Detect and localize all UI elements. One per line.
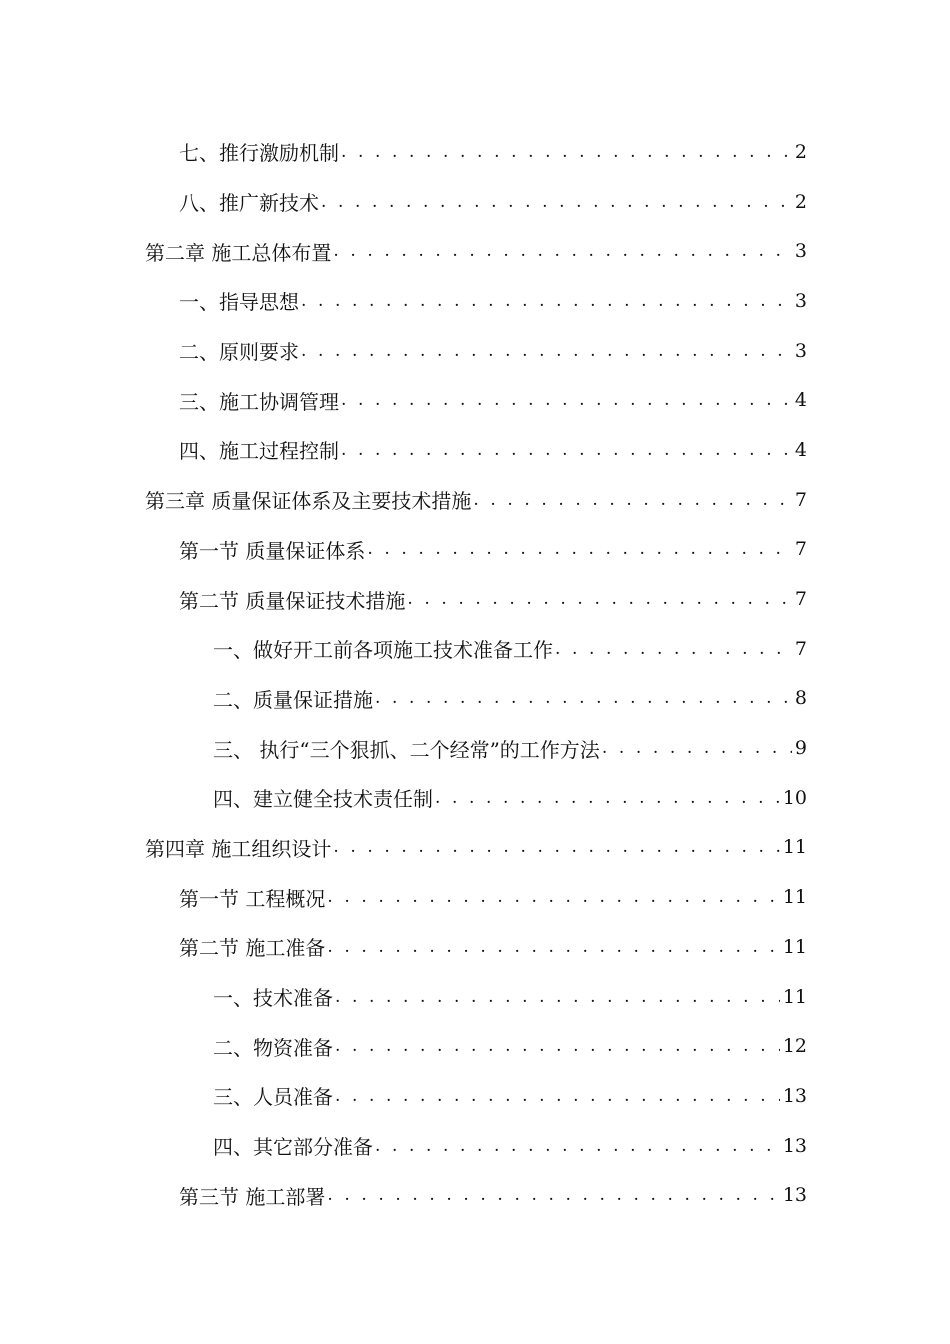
toc-page-number: 3 [794, 339, 807, 362]
toc-page-number: 4 [794, 389, 807, 412]
toc-entry-title: 第二节 质量保证技术措施 [179, 588, 406, 613]
toc-dot-leader [473, 490, 792, 510]
toc-dot-leader [327, 1185, 779, 1205]
toc-entry-title: 三、人员准备 [213, 1085, 333, 1110]
toc-dot-leader [602, 738, 792, 758]
toc-page-number: 9 [794, 737, 807, 760]
toc-dot-leader [435, 788, 780, 808]
toc-entry[interactable] [0, 972, 950, 1022]
toc-page-number: 7 [794, 538, 807, 561]
toc-entry[interactable] [0, 127, 950, 177]
toc-page-number: 13 [782, 1084, 807, 1107]
toc-entry-title: 第二节 施工准备 [179, 936, 326, 961]
toc-entry[interactable] [0, 723, 950, 773]
toc-entry[interactable] [0, 425, 950, 475]
toc-dot-leader [407, 589, 792, 609]
toc-entry[interactable] [0, 922, 950, 972]
toc-entry[interactable] [0, 1071, 950, 1121]
toc-entry-title: 四、建立健全技术责任制 [213, 787, 433, 812]
toc-entry[interactable] [0, 674, 950, 724]
toc-entry[interactable] [0, 375, 950, 425]
toc-dot-leader [341, 142, 792, 162]
toc-entry-title: 第二章 施工总体布置 [145, 240, 332, 265]
toc-dot-leader [333, 837, 779, 857]
toc-entry-title: 二、物资准备 [213, 1035, 333, 1060]
toc-entry-title: 第三章 质量保证体系及主要技术措施 [145, 489, 472, 514]
toc-dot-leader [335, 1036, 780, 1056]
toc-page-number: 4 [794, 438, 807, 461]
toc-page-number: 11 [782, 886, 807, 909]
toc-page-number: 13 [782, 1134, 807, 1157]
toc-page-number: 7 [794, 588, 807, 611]
toc-page-number: 8 [794, 687, 807, 710]
toc-dot-leader [335, 1086, 780, 1106]
toc-dot-leader [301, 341, 792, 361]
toc-page-number: 11 [782, 836, 807, 859]
toc-entry-title: 一、指导思想 [179, 290, 299, 315]
toc-page-number: 11 [782, 985, 807, 1008]
toc-entry-title: 第一节 质量保证体系 [179, 538, 366, 563]
toc-entry-title: 一、做好开工前各项施工技术准备工作 [213, 638, 553, 663]
toc-dot-leader [375, 1136, 780, 1156]
toc-dot-leader [327, 887, 779, 907]
toc-entry[interactable] [0, 1170, 950, 1220]
toc-entry-title: 四、其它部分准备 [213, 1135, 373, 1160]
toc-dot-leader [341, 440, 792, 460]
toc-entry-title: 一、技术准备 [213, 986, 333, 1011]
toc-entry[interactable] [0, 226, 950, 276]
toc-page-number: 13 [782, 1184, 807, 1207]
table-of-contents [0, 127, 950, 1220]
toc-dot-leader [333, 241, 792, 261]
toc-entry[interactable] [0, 823, 950, 873]
toc-entry-title: 三、施工协调管理 [179, 389, 339, 414]
toc-page-number: 2 [794, 190, 807, 213]
toc-dot-leader [321, 192, 792, 212]
toc-entry[interactable] [0, 872, 950, 922]
toc-entry-title: 第三节 施工部署 [179, 1184, 326, 1209]
toc-entry-title: 八、推广新技术 [179, 191, 319, 216]
toc-entry[interactable] [0, 773, 950, 823]
toc-page-number: 10 [782, 786, 807, 809]
toc-page-number: 12 [782, 1035, 807, 1058]
toc-dot-leader [301, 291, 792, 311]
toc-dot-leader [341, 390, 792, 410]
toc-entry[interactable] [0, 624, 950, 674]
toc-page-number: 2 [794, 140, 807, 163]
toc-entry[interactable] [0, 177, 950, 227]
toc-entry[interactable] [0, 1121, 950, 1171]
toc-dot-leader [375, 688, 792, 708]
toc-entry[interactable] [0, 326, 950, 376]
toc-entry[interactable] [0, 1021, 950, 1071]
toc-dot-leader [555, 639, 792, 659]
toc-entry[interactable] [0, 475, 950, 525]
toc-entry[interactable] [0, 574, 950, 624]
toc-entry-title: 二、原则要求 [179, 340, 299, 365]
toc-entry-title: 第四章 施工组织设计 [145, 836, 332, 861]
toc-page-number: 7 [794, 637, 807, 660]
toc-page-number: 11 [782, 935, 807, 958]
toc-entry[interactable] [0, 525, 950, 575]
toc-dot-leader [335, 987, 780, 1007]
toc-page-number: 3 [794, 240, 807, 263]
toc-dot-leader [327, 937, 779, 957]
toc-entry-title: 三、 执行“三个狠抓、二个经常”的工作方法 [213, 737, 600, 762]
toc-dot-leader [367, 539, 792, 559]
toc-entry-title: 四、施工过程控制 [179, 439, 339, 464]
toc-page-number: 7 [794, 488, 807, 511]
toc-entry-title: 第一节 工程概况 [179, 886, 326, 911]
toc-entry-title: 七、推行激励机制 [179, 141, 339, 166]
toc-entry-title: 二、质量保证措施 [213, 687, 373, 712]
toc-page-number: 3 [794, 289, 807, 312]
toc-entry[interactable] [0, 276, 950, 326]
